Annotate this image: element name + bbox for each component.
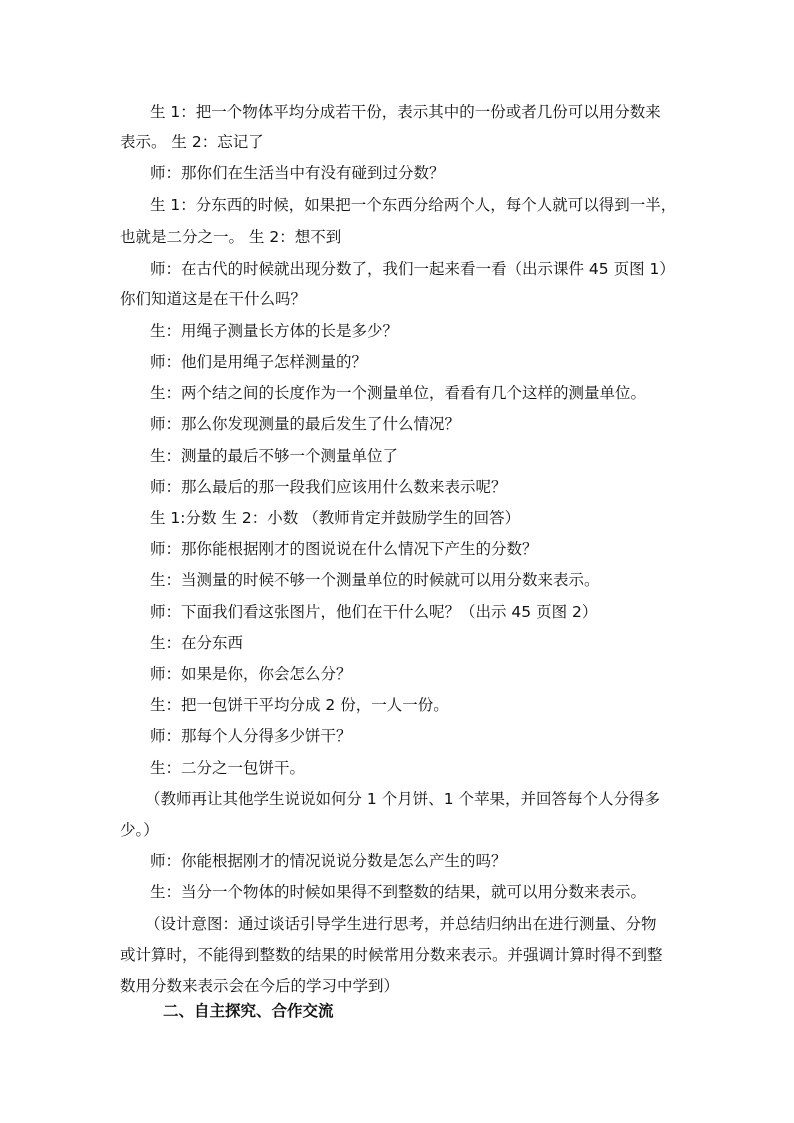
text-line: 或计算时，不能得到整数的结果的时候常用分数来表示。并强调计算时得不到整 xyxy=(120,946,663,964)
text-line: 生 1：分东西的时候，如果把一个东西分给两个人，每个人就可以得到一半， xyxy=(150,196,677,214)
text-line: 师：那么你发现测量的最后发生了什么情况？ xyxy=(150,415,461,433)
text-line: 师：你能根据刚才的情况说说分数是怎么产生的吗？ xyxy=(150,852,507,870)
section-heading: 二、自主探究、合作交流 xyxy=(163,1002,334,1020)
text-line: 生：用绳子测量长方体的长是多少？ xyxy=(150,322,399,340)
text-line: 生：当测量的时候不够一个测量单位的时候就可以用分数来表示。 xyxy=(150,571,600,589)
text-line: 生：两个结之间的长度作为一个测量单位，看看有几个这样的测量单位。 xyxy=(150,384,647,402)
text-line: 生：把一包饼干平均分成 2 份，一人一份。 xyxy=(150,696,449,714)
text-line: 少。） xyxy=(120,821,159,839)
text-line: 师：在古代的时候就出现分数了，我们一起来看一看（出示课件 45 页图 1） xyxy=(150,260,675,278)
text-line: 生：二分之一包饼干。 xyxy=(150,759,306,777)
text-line: 数用分数来表示会在今后的学习中学到） xyxy=(120,977,400,995)
text-line: （设计意图：通过谈话引导学生进行思考，并总结归纳出在进行测量、分物 xyxy=(145,915,657,933)
text-line: 生：在分东西 xyxy=(150,634,244,652)
text-line: 师：那你们在生活当中有没有碰到过分数？ xyxy=(150,164,445,182)
text-line: 生：测量的最后不够一个测量单位了 xyxy=(150,447,399,465)
text-line: 师：那么最后的那一段我们应该用什么数来表示呢？ xyxy=(150,478,507,496)
text-line: 师：如果是你，你会怎么分？ xyxy=(150,665,352,683)
text-line: 师：他们是用绳子怎样测量的？ xyxy=(150,353,368,371)
text-line: 生 1:分数 生 2：小数 （教师肯定并鼓励学生的回答） xyxy=(150,509,521,527)
text-line: 师：那每个人分得多少饼干？ xyxy=(150,727,352,745)
text-line: 你们知道这是在干什么吗？ xyxy=(120,290,307,308)
text-line: 表示。 生 2：忘记了 xyxy=(120,133,264,151)
text-line: 师：那你能根据刚才的图说说在什么情况下产生的分数？ xyxy=(150,540,538,558)
text-line: 生：当分一个物体的时候如果得不到整数的结果，就可以用分数来表示。 xyxy=(150,883,647,901)
text-line: 也就是二分之一。 生 2：想不到 xyxy=(120,228,342,246)
text-line: 师：下面我们看这张图片，他们在干什么呢？（出示 45 页图 2） xyxy=(150,603,598,621)
text-line: （教师再让其他学生说说如何分 1 个月饼、1 个苹果，并回答每个人分得多 xyxy=(145,790,661,808)
text-line: 生 1：把一个物体平均分成若干份，表示其中的一份或者几份可以用分数来 xyxy=(150,103,661,121)
